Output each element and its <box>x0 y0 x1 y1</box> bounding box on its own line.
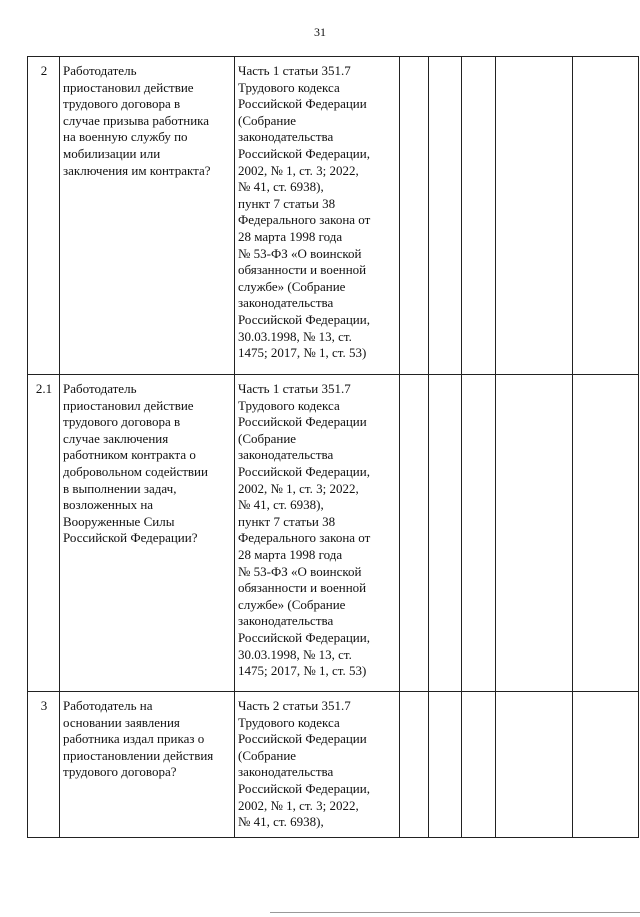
answer-not-applicable-cell[interactable] <box>462 692 496 838</box>
checklist-table <box>27 56 639 838</box>
answer-not-applicable-cell[interactable] <box>462 375 496 692</box>
comment-cell[interactable] <box>496 375 573 692</box>
checklist-table-container <box>27 56 639 838</box>
question-cell: Работодатель на основании заявления работника издал приказ о приостановлении действия трудового договора? <box>60 692 235 838</box>
answer-no-cell[interactable] <box>429 692 462 838</box>
legal-reference-cell: Часть 2 статьи 351.7 Трудового кодекса Российской Федерации (Собрание законодательства Российской Федерации, 2002, № 1, ст. 3; 2022, № 41, ст. 6938), <box>235 692 400 838</box>
scan-edge-line <box>270 912 640 913</box>
legal-reference-cell: Часть 1 статьи 351.7 Трудового кодекса Российской Федерации (Собрание законодательства Российской Федерации, 2002, № 1, ст. 3; 2022, № 41, ст. 6938), пункт 7 статьи 38 Федерального закона от 28 марта 1998 года № 53-ФЗ «О воинской обязанности и военной службе» (Собрание законодательства Российской Федерации, 30.03.1998, № 13, ст. 1475; 2017, № 1, ст. 53) <box>235 375 400 692</box>
answer-yes-cell[interactable] <box>400 692 429 838</box>
row-number: 2.1 <box>28 375 60 692</box>
page-number: 31 <box>314 25 326 39</box>
question-cell: Работодатель приостановил действие трудового договора в случае заключения работником контракта о добровольном содействии в выполнении задач, возложенных на Вооруженные Силы Российской Федерации? <box>60 375 235 692</box>
legal-reference-cell: Часть 1 статьи 351.7 Трудового кодекса Российской Федерации (Собрание законодательства Российской Федерации, 2002, № 1, ст. 3; 2022, № 41, ст. 6938), пункт 7 статьи 38 Федерального закона от 28 марта 1998 года № 53-ФЗ «О воинской обязанности и военной службе» (Собрание законодательства Российской Федерации, 30.03.1998, № 13, ст. 1475; 2017, № 1, ст. 53) <box>235 57 400 375</box>
answer-no-cell[interactable] <box>429 375 462 692</box>
comment-cell[interactable] <box>496 692 573 838</box>
answer-no-cell[interactable] <box>429 57 462 375</box>
table-row <box>28 57 639 375</box>
question-cell: Работодатель приостановил действие трудового договора в случае призыва работника на военную службу по мобилизации или заключения им контракта? <box>60 57 235 375</box>
row-number: 2 <box>28 57 60 375</box>
note-cell[interactable] <box>573 375 639 692</box>
table-row <box>28 375 639 692</box>
comment-cell[interactable] <box>496 57 573 375</box>
answer-not-applicable-cell[interactable] <box>462 57 496 375</box>
note-cell[interactable] <box>573 57 639 375</box>
answer-yes-cell[interactable] <box>400 375 429 692</box>
row-number: 3 <box>28 692 60 838</box>
note-cell[interactable] <box>573 692 639 838</box>
table-row <box>28 692 639 838</box>
answer-yes-cell[interactable] <box>400 57 429 375</box>
